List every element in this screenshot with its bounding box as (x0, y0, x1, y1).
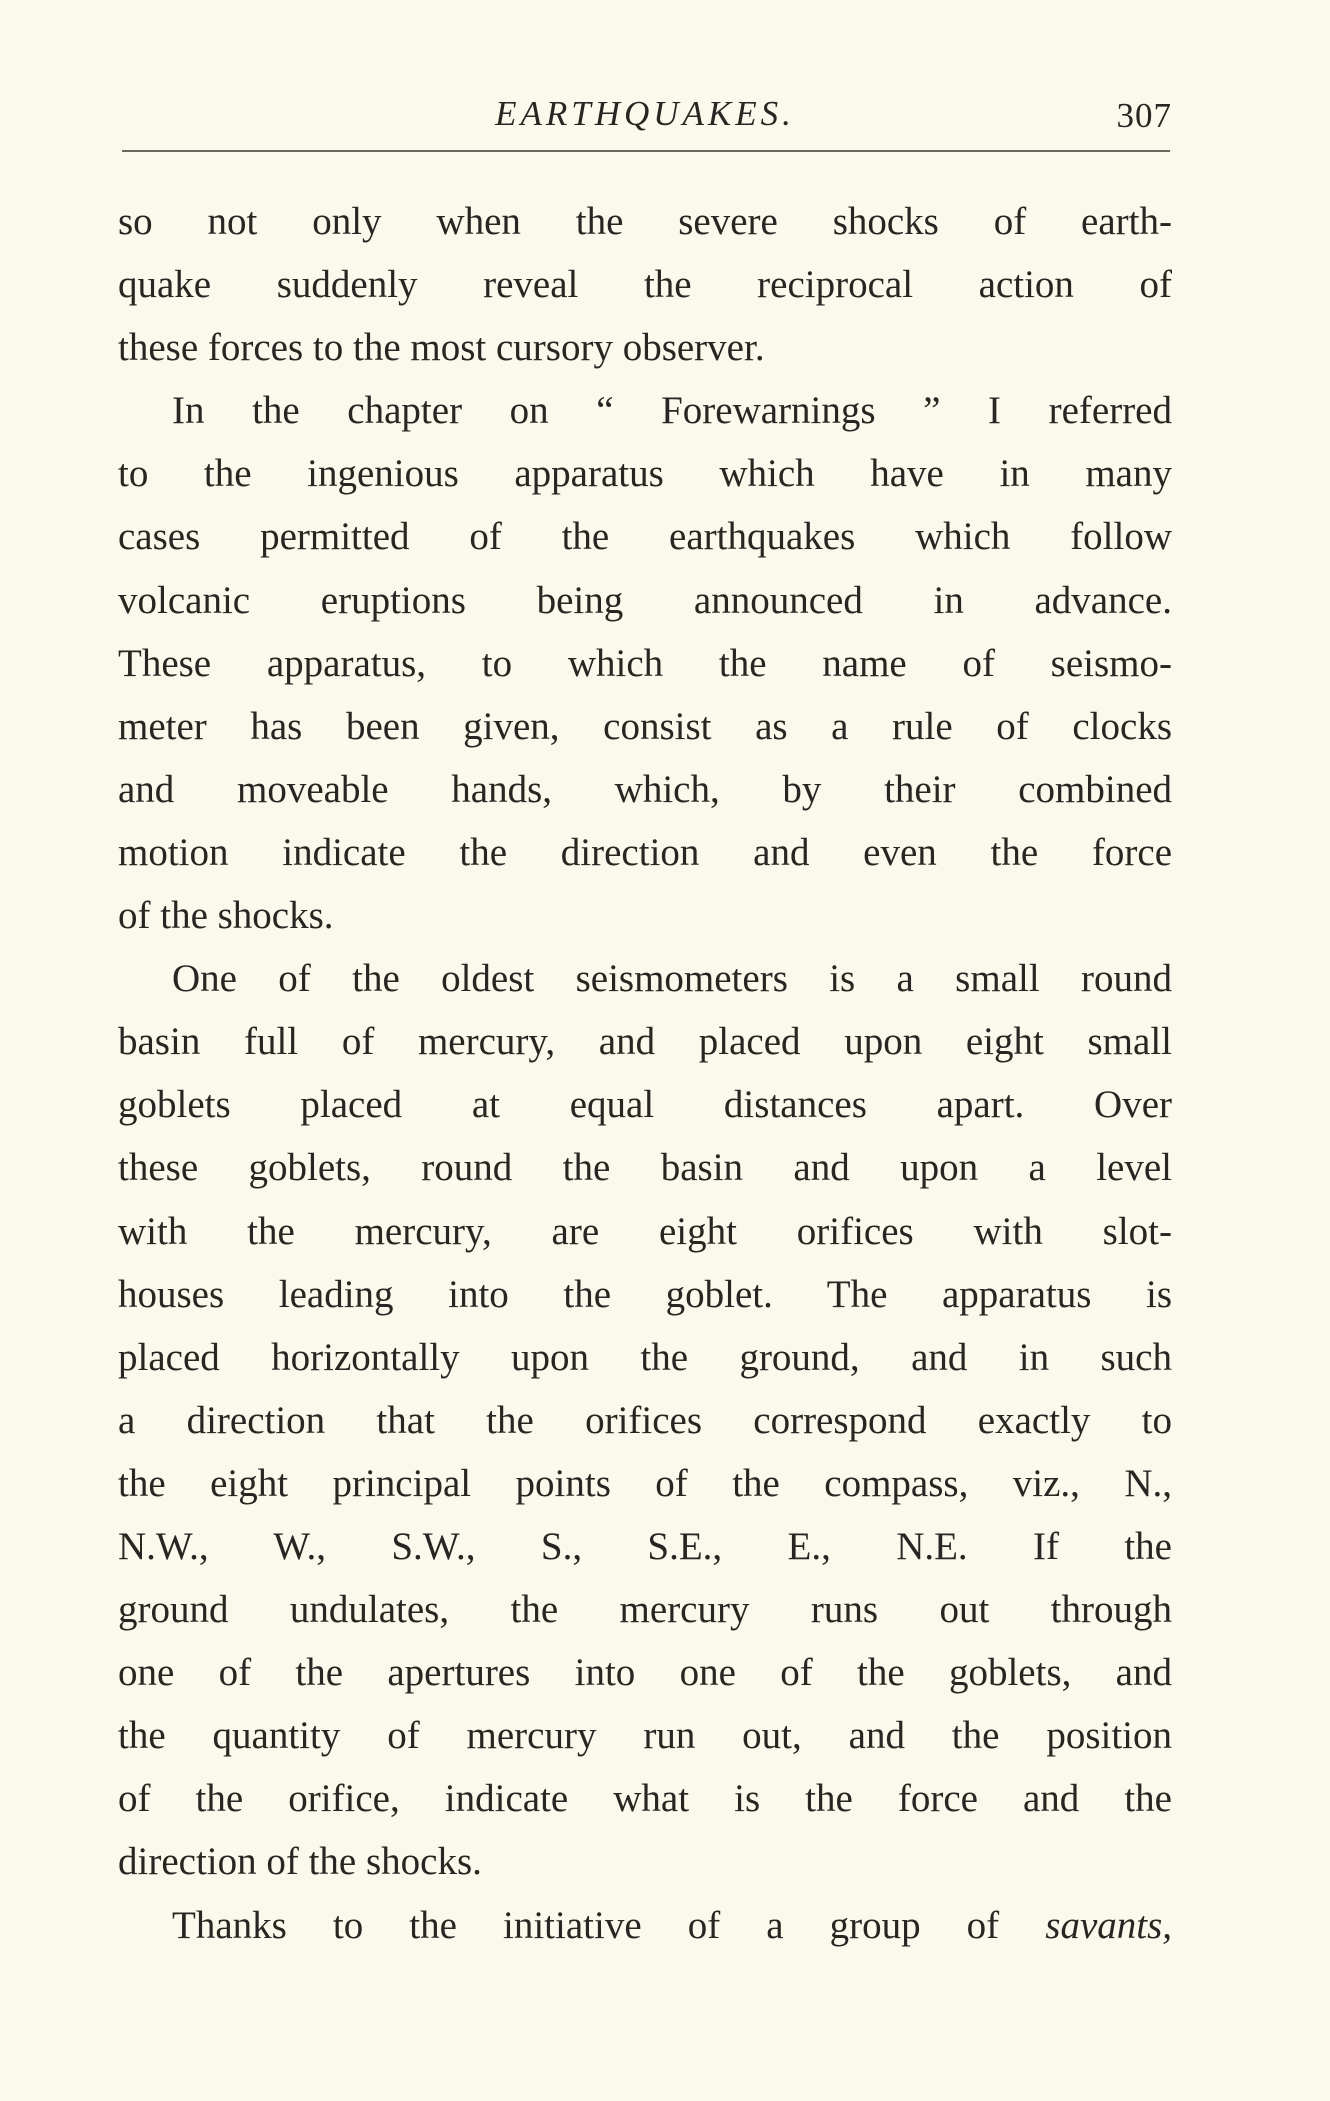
page-number: 307 (1116, 96, 1172, 135)
final-line-text: Thanks to the initiative of a group of (172, 1903, 1000, 1947)
text-line: and moveable hands, which, by their combined (118, 767, 1172, 811)
body-text (118, 190, 1172, 1957)
text-line: ground undulates, the mercury runs out through (118, 1588, 1172, 1632)
italic-word: savants, (1045, 1903, 1173, 1947)
text-line: of the orifice, indicate what is the force and the (118, 1777, 1172, 1821)
text-line: N.W., W., S.W., S., S.E., E., N.E. If the (118, 1524, 1172, 1568)
text-line: placed horizontally upon the ground, and in such (118, 1335, 1172, 1379)
running-head-title: EARTHQUAKES. (495, 94, 795, 133)
text-line: volcanic eruptions being announced in advance. (118, 578, 1172, 622)
text-line: One of the oldest seismometers is a small round (172, 957, 1172, 1001)
text-line: direction of the shocks. (118, 1840, 482, 1884)
text-line: meter has been given, consist as a rule of clocks (118, 704, 1172, 748)
text-line: motion indicate the direction and even the force (118, 830, 1172, 874)
text-line: quake suddenly reveal the reciprocal action of (118, 263, 1172, 307)
text-line: houses leading into the goblet. The apparatus is (118, 1272, 1172, 1316)
text-line: with the mercury, are eight orifices with slot- (118, 1209, 1172, 1253)
text-line: to the ingenious apparatus which have in many (118, 452, 1172, 496)
text-line: the quantity of mercury run out, and the position (118, 1714, 1172, 1758)
text-line: cases permitted of the earthquakes which follow (118, 515, 1172, 559)
text-line: so not only when the severe shocks of earth- (118, 200, 1172, 243)
text-line: these forces to the most cursory observer. (118, 326, 765, 370)
text-line: goblets placed at equal distances apart. Over (118, 1083, 1172, 1127)
header-rule (122, 150, 1170, 152)
running-head (118, 92, 1172, 142)
text-line-final (118, 1894, 1172, 1957)
text-line: These apparatus, to which the name of seismo- (118, 641, 1172, 685)
text-line: the eight principal points of the compass, viz., N., (118, 1461, 1172, 1505)
text-line: of the shocks. (118, 894, 334, 938)
text-line: these goblets, round the basin and upon a level (118, 1146, 1172, 1190)
text-line: basin full of mercury, and placed upon eight small (118, 1020, 1172, 1064)
text-line: a direction that the orifices correspond exactly to (118, 1398, 1172, 1442)
text-line: one of the apertures into one of the goblets, and (118, 1651, 1172, 1695)
text-line: In the chapter on “ Forewarnings ” I referred (172, 389, 1172, 433)
